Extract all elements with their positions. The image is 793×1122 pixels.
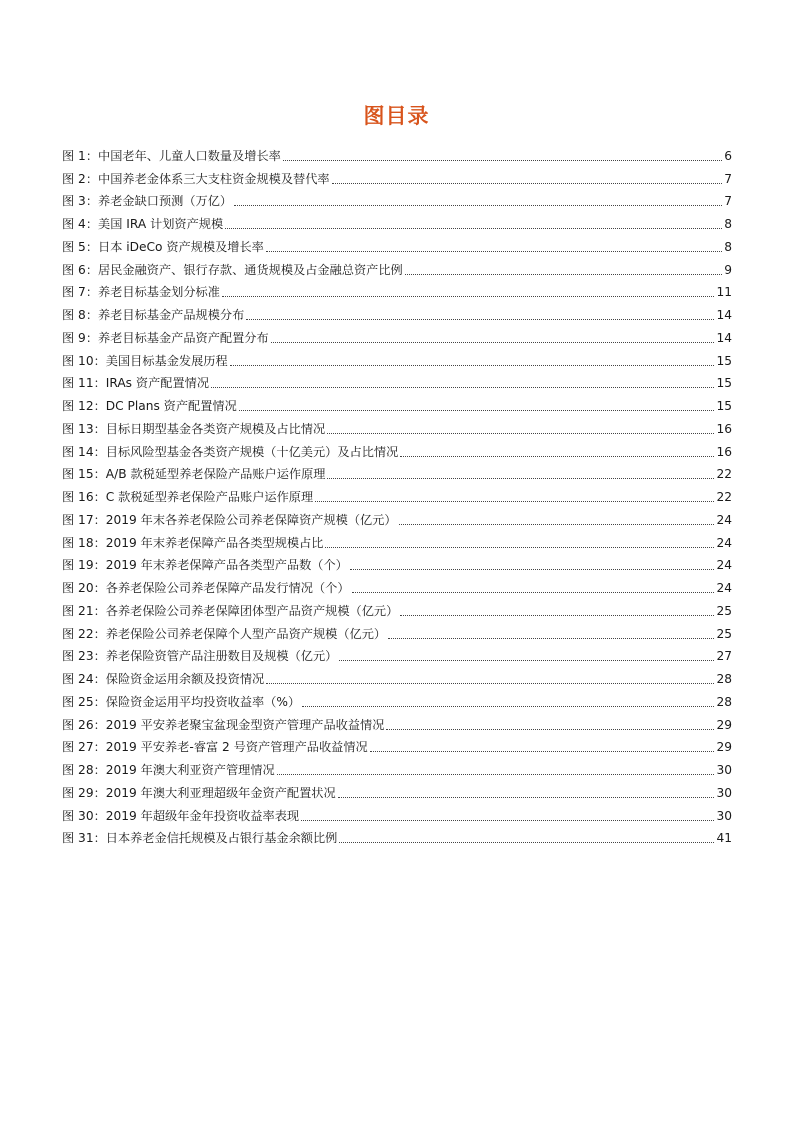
toc-entry-label: 图 17： <box>62 512 106 527</box>
toc-entry-title: 目标日期型基金各类资产规模及占比情况 <box>105 421 326 436</box>
toc-dot-leader <box>277 774 715 775</box>
toc-dot-leader <box>400 456 714 457</box>
toc-entry-title: 2019 平安养老聚宝盆现金型资产管理产品收益情况 <box>105 717 385 732</box>
toc-entry[interactable] <box>62 460 732 483</box>
toc-entry[interactable] <box>62 596 732 619</box>
toc-entry-title: IRAs 资产配置情况 <box>105 376 210 391</box>
toc-entry-label: 图 9： <box>62 330 99 345</box>
toc-entry-title: 2019 年末各养老保险公司养老保障资产规模（亿元） <box>105 512 397 527</box>
toc-entry-label: 图 30： <box>62 808 106 823</box>
toc-entry[interactable] <box>62 369 732 392</box>
toc-entry-page-number: 24 <box>716 581 732 595</box>
toc-entry[interactable] <box>62 733 732 756</box>
toc-entry-page-number: 25 <box>716 626 732 641</box>
toc-entry-page-number: 30 <box>716 785 732 800</box>
toc-entry-page-number: 15 <box>716 399 732 413</box>
toc-dot-leader <box>327 433 714 434</box>
toc-entry-title: 居民金融资产、银行存款、通货规模及占金融总资产比例 <box>98 262 403 277</box>
toc-entry[interactable] <box>62 391 732 414</box>
toc-entry-label: 图 22： <box>62 626 106 641</box>
toc-dot-leader <box>405 274 723 275</box>
toc-entry[interactable] <box>62 164 732 187</box>
toc-entry[interactable] <box>62 573 732 596</box>
toc-dot-leader <box>325 547 714 548</box>
toc-entry-page-number: 15 <box>716 353 732 368</box>
page-title: 图目录 <box>363 104 430 128</box>
toc-entry[interactable] <box>62 664 732 687</box>
toc-entry[interactable] <box>62 755 732 778</box>
toc-dot-leader <box>234 205 722 206</box>
toc-entry[interactable] <box>62 346 732 369</box>
toc-entry-page-number: 24 <box>716 558 732 573</box>
toc-dot-leader <box>315 501 714 502</box>
toc-entry[interactable] <box>62 209 732 232</box>
toc-dot-leader <box>239 410 715 411</box>
toc-entry-label: 图 5： <box>62 239 99 254</box>
toc-entry[interactable] <box>62 255 732 278</box>
toc-dot-leader <box>266 683 714 684</box>
toc-entry-title: 2019 年末养老保障产品各类型规模占比 <box>105 535 324 550</box>
toc-dot-leader <box>327 478 714 479</box>
toc-entry[interactable] <box>62 187 732 210</box>
toc-entry[interactable] <box>62 687 732 710</box>
toc-entry-title: 养老目标基金产品资产配置分布 <box>98 330 269 345</box>
toc-entry-title: 2019 平安养老-睿富 2 号资产管理产品收益情况 <box>105 740 368 755</box>
toc-entry-label: 图 27： <box>62 740 106 755</box>
toc-entry-label: 图 12： <box>62 399 106 413</box>
toc-entry-title: 目标风险型基金各类资产规模（十亿美元）及占比情况 <box>105 444 399 459</box>
toc-entry[interactable] <box>62 619 732 642</box>
toc-dot-leader <box>301 820 714 821</box>
toc-entry-label: 图 16： <box>62 490 106 504</box>
toc-entry-page-number: 29 <box>716 740 732 755</box>
toc-entry[interactable] <box>62 528 732 551</box>
toc-entry-page-number: 9 <box>724 262 732 277</box>
toc-dot-leader <box>332 183 723 184</box>
toc-entry-page-number: 7 <box>724 194 732 209</box>
toc-entry[interactable] <box>62 778 732 801</box>
toc-entry[interactable] <box>62 278 732 301</box>
toc-entry-title: 保险资金运用余额及投资情况 <box>105 672 265 686</box>
toc-entry-title: 养老金缺口预测（万亿） <box>98 194 233 209</box>
toc-entry[interactable] <box>62 414 732 437</box>
toc-entry-title: 2019 年超级年金年投资收益率表现 <box>105 808 300 823</box>
toc-dot-leader <box>339 660 714 661</box>
toc-dot-leader <box>271 342 715 343</box>
toc-entry-page-number: 30 <box>716 808 732 823</box>
toc-entry-page-number: 22 <box>716 490 732 504</box>
toc-entry-page-number: 16 <box>716 444 732 459</box>
toc-entry[interactable] <box>62 323 732 346</box>
toc-dot-leader <box>246 319 714 320</box>
toc-entry[interactable] <box>62 437 732 460</box>
toc-entry-title: C 款税延型养老保险产品账户运作原理 <box>105 490 314 504</box>
toc-entry-label: 图 21： <box>62 603 106 618</box>
toc-dot-leader <box>339 842 714 843</box>
toc-entry-label: 图 18： <box>62 535 106 550</box>
toc-dot-leader <box>338 797 715 798</box>
toc-entry-page-number: 15 <box>716 376 732 391</box>
toc-entry[interactable] <box>62 141 732 164</box>
toc-entry-page-number: 30 <box>716 763 732 777</box>
toc-dot-leader <box>211 387 714 388</box>
toc-dot-leader <box>266 251 722 252</box>
toc-entry-title: 日本养老金信托规模及占银行基金余额比例 <box>105 831 338 846</box>
toc-entry[interactable] <box>62 551 732 574</box>
toc-dot-leader <box>399 524 715 525</box>
toc-entry-title: 养老保险公司养老保障个人型产品资产规模（亿元） <box>105 626 387 641</box>
toc-entry-label: 图 25： <box>62 694 106 709</box>
toc-entry-label: 图 13： <box>62 421 106 436</box>
toc-entry-page-number: 11 <box>716 285 732 300</box>
toc-entry-label: 图 7： <box>62 285 99 300</box>
toc-entry[interactable] <box>62 642 732 665</box>
toc-entry-title: 美国目标基金发展历程 <box>105 353 228 368</box>
toc-entry-title: 中国养老金体系三大支柱资金规模及替代率 <box>98 171 330 186</box>
toc-entry-title: 养老目标基金划分标准 <box>98 285 220 300</box>
toc-entry-page-number: 27 <box>716 649 732 664</box>
toc-entry-page-number: 28 <box>716 694 732 709</box>
toc-entry-title: 中国老年、儿童人口数量及增长率 <box>98 148 281 163</box>
toc-entry-label: 图 1： <box>62 148 99 163</box>
toc-entry[interactable] <box>62 710 732 733</box>
toc-entry-page-number: 22 <box>716 467 732 482</box>
toc-entry-label: 图 4： <box>62 217 99 231</box>
toc-entry-label: 图 6： <box>62 262 99 277</box>
toc-entry-title: A/B 款税延型养老保险产品账户运作原理 <box>105 467 326 482</box>
toc-entry-title: 各养老保险公司养老保障团体型产品资产规模（亿元） <box>105 603 399 618</box>
toc-entry-label: 图 11： <box>62 376 106 391</box>
toc-entry-label: 图 23： <box>62 649 106 664</box>
toc-entry-label: 图 10： <box>62 353 106 368</box>
figure-toc-list <box>62 141 732 846</box>
toc-entry-label: 图 28： <box>62 763 106 777</box>
toc-entry[interactable] <box>62 300 732 323</box>
toc-dot-leader <box>388 638 714 639</box>
toc-entry-label: 图 29： <box>62 785 106 800</box>
toc-dot-leader <box>370 751 715 752</box>
toc-entry[interactable] <box>62 232 732 255</box>
toc-entry-page-number: 8 <box>724 217 732 231</box>
toc-entry-page-number: 14 <box>716 308 732 322</box>
toc-entry-title: 2019 年澳大利亚资产管理情况 <box>105 763 275 777</box>
toc-entry-page-number: 14 <box>716 330 732 345</box>
toc-dot-leader <box>302 706 714 707</box>
toc-dot-leader <box>350 569 715 570</box>
toc-entry-page-number: 41 <box>716 831 732 846</box>
toc-entry-label: 图 2： <box>62 171 99 186</box>
toc-entry-page-number: 25 <box>716 603 732 618</box>
toc-entry-label: 图 8： <box>62 308 99 322</box>
toc-entry-page-number: 7 <box>724 171 732 186</box>
toc-entry-page-number: 6 <box>724 148 732 163</box>
toc-entry-page-number: 8 <box>724 239 732 254</box>
toc-entry-label: 图 3： <box>62 194 99 209</box>
toc-entry-page-number: 29 <box>716 717 732 732</box>
toc-entry-title: 2019 年澳大利亚理超级年金资产配置状况 <box>105 785 336 800</box>
toc-dot-leader <box>230 365 715 366</box>
toc-dot-leader <box>225 228 722 229</box>
toc-entry-label: 图 31： <box>62 831 106 846</box>
toc-dot-leader <box>400 615 714 616</box>
toc-entry-page-number: 24 <box>716 535 732 550</box>
toc-entry-label: 图 24： <box>62 672 106 686</box>
toc-entry-page-number: 24 <box>716 512 732 527</box>
toc-entry[interactable] <box>62 801 732 824</box>
toc-dot-leader <box>352 592 715 593</box>
toc-entry[interactable] <box>62 505 732 528</box>
toc-dot-leader <box>283 160 722 161</box>
toc-entry-title: 保险资金运用平均投资收益率（%） <box>105 694 301 709</box>
toc-entry-title: 日本 iDeCo 资产规模及增长率 <box>98 239 264 254</box>
toc-entry-label: 图 14： <box>62 444 106 459</box>
toc-entry-label: 图 20： <box>62 581 106 595</box>
toc-dot-leader <box>386 729 714 730</box>
toc-entry-title: 各养老保险公司养老保障产品发行情况（个） <box>105 581 350 595</box>
toc-entry-title: 2019 年末养老保障产品各类型产品数（个） <box>105 558 348 573</box>
toc-entry[interactable] <box>62 824 732 847</box>
toc-entry-label: 图 26： <box>62 717 106 732</box>
toc-entry-label: 图 19： <box>62 558 106 573</box>
toc-entry-title: DC Plans 资产配置情况 <box>105 399 237 413</box>
toc-entry-title: 养老目标基金产品规模分布 <box>98 308 245 322</box>
toc-dot-leader <box>222 296 715 297</box>
toc-entry[interactable] <box>62 482 732 505</box>
toc-entry-title: 美国 IRA 计划资产规模 <box>98 217 224 231</box>
toc-entry-page-number: 28 <box>716 672 732 686</box>
toc-entry-page-number: 16 <box>716 421 732 436</box>
toc-entry-label: 图 15： <box>62 467 106 482</box>
toc-entry-title: 养老保险资管产品注册数目及规模（亿元） <box>105 649 338 664</box>
